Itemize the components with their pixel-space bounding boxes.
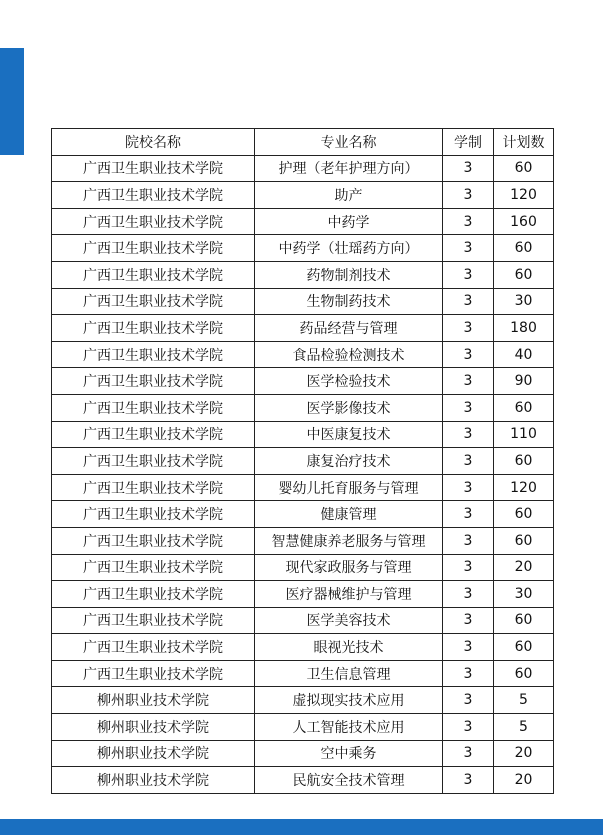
cell-plan-count: 180	[494, 315, 554, 342]
cell-school-name: 广西卫生职业技术学院	[52, 474, 255, 501]
table-row	[52, 634, 554, 661]
cell-plan-count: 60	[494, 527, 554, 554]
cell-school-name: 广西卫生职业技术学院	[52, 155, 255, 182]
table-row	[52, 448, 554, 475]
header-school-name: 院校名称	[52, 129, 255, 156]
cell-major-name: 智慧健康养老服务与管理	[255, 527, 443, 554]
cell-major-name: 眼视光技术	[255, 634, 443, 661]
cell-major-name: 生物制药技术	[255, 288, 443, 315]
cell-duration: 3	[443, 315, 494, 342]
cell-duration: 3	[443, 554, 494, 581]
cell-school-name: 柳州职业技术学院	[52, 687, 255, 714]
cell-major-name: 护理（老年护理方向）	[255, 155, 443, 182]
table-row	[52, 421, 554, 448]
cell-school-name: 广西卫生职业技术学院	[52, 288, 255, 315]
cell-duration: 3	[443, 714, 494, 741]
cell-plan-count: 20	[494, 767, 554, 794]
cell-duration: 3	[443, 607, 494, 634]
cell-plan-count: 160	[494, 208, 554, 235]
cell-plan-count: 60	[494, 607, 554, 634]
cell-duration: 3	[443, 527, 494, 554]
cell-plan-count: 60	[494, 261, 554, 288]
cell-major-name: 卫生信息管理	[255, 660, 443, 687]
cell-plan-count: 90	[494, 368, 554, 395]
cell-school-name: 广西卫生职业技术学院	[52, 394, 255, 421]
header-major-name: 专业名称	[255, 129, 443, 156]
cell-duration: 3	[443, 581, 494, 608]
table-row	[52, 474, 554, 501]
cell-school-name: 广西卫生职业技术学院	[52, 581, 255, 608]
cell-plan-count: 30	[494, 581, 554, 608]
cell-plan-count: 120	[494, 474, 554, 501]
table-row	[52, 554, 554, 581]
cell-duration: 3	[443, 182, 494, 209]
header-plan-count: 计划数	[494, 129, 554, 156]
table-row	[52, 288, 554, 315]
cell-plan-count: 60	[494, 634, 554, 661]
cell-duration: 3	[443, 448, 494, 475]
cell-major-name: 人工智能技术应用	[255, 714, 443, 741]
cell-school-name: 广西卫生职业技术学院	[52, 235, 255, 262]
cell-school-name: 广西卫生职业技术学院	[52, 421, 255, 448]
cell-major-name: 空中乘务	[255, 740, 443, 767]
table-row	[52, 394, 554, 421]
cell-plan-count: 60	[494, 660, 554, 687]
cell-plan-count: 60	[494, 394, 554, 421]
cell-school-name: 柳州职业技术学院	[52, 767, 255, 794]
cell-major-name: 医疗器械维护与管理	[255, 581, 443, 608]
cell-school-name: 柳州职业技术学院	[52, 740, 255, 767]
cell-plan-count: 30	[494, 288, 554, 315]
cell-major-name: 民航安全技术管理	[255, 767, 443, 794]
cell-major-name: 药品经营与管理	[255, 315, 443, 342]
cell-plan-count: 60	[494, 155, 554, 182]
cell-school-name: 广西卫生职业技术学院	[52, 527, 255, 554]
cell-school-name: 广西卫生职业技术学院	[52, 501, 255, 528]
table-row	[52, 501, 554, 528]
cell-duration: 3	[443, 288, 494, 315]
table-row	[52, 527, 554, 554]
table-row	[52, 261, 554, 288]
cell-duration: 3	[443, 341, 494, 368]
cell-school-name: 广西卫生职业技术学院	[52, 368, 255, 395]
cell-major-name: 康复治疗技术	[255, 448, 443, 475]
cell-plan-count: 60	[494, 501, 554, 528]
cell-major-name: 医学影像技术	[255, 394, 443, 421]
cell-school-name: 广西卫生职业技术学院	[52, 634, 255, 661]
table-row	[52, 660, 554, 687]
cell-major-name: 虚拟现实技术应用	[255, 687, 443, 714]
cell-plan-count: 20	[494, 740, 554, 767]
cell-school-name: 广西卫生职业技术学院	[52, 261, 255, 288]
enrollment-plan-table	[51, 128, 554, 794]
cell-school-name: 广西卫生职业技术学院	[52, 448, 255, 475]
cell-duration: 3	[443, 767, 494, 794]
cell-school-name: 广西卫生职业技术学院	[52, 208, 255, 235]
table-row	[52, 607, 554, 634]
cell-major-name: 健康管理	[255, 501, 443, 528]
cell-duration: 3	[443, 394, 494, 421]
cell-duration: 3	[443, 235, 494, 262]
bottom-accent-band	[0, 819, 603, 835]
cell-school-name: 广西卫生职业技术学院	[52, 660, 255, 687]
cell-plan-count: 110	[494, 421, 554, 448]
cell-major-name: 药物制剂技术	[255, 261, 443, 288]
side-accent-tab	[0, 48, 24, 155]
table-row	[52, 740, 554, 767]
cell-duration: 3	[443, 208, 494, 235]
cell-plan-count: 5	[494, 687, 554, 714]
cell-school-name: 广西卫生职业技术学院	[52, 607, 255, 634]
cell-major-name: 助产	[255, 182, 443, 209]
table-row	[52, 581, 554, 608]
cell-plan-count: 20	[494, 554, 554, 581]
cell-duration: 3	[443, 474, 494, 501]
cell-plan-count: 40	[494, 341, 554, 368]
cell-major-name: 医学美容技术	[255, 607, 443, 634]
cell-major-name: 食品检验检测技术	[255, 341, 443, 368]
table-row	[52, 315, 554, 342]
table-row	[52, 687, 554, 714]
cell-duration: 3	[443, 634, 494, 661]
cell-duration: 3	[443, 687, 494, 714]
cell-plan-count: 5	[494, 714, 554, 741]
cell-major-name: 中药学	[255, 208, 443, 235]
cell-school-name: 广西卫生职业技术学院	[52, 554, 255, 581]
cell-duration: 3	[443, 501, 494, 528]
cell-school-name: 柳州职业技术学院	[52, 714, 255, 741]
cell-major-name: 中药学（壮瑶药方向）	[255, 235, 443, 262]
table-body	[52, 155, 554, 793]
cell-duration: 3	[443, 155, 494, 182]
cell-major-name: 中医康复技术	[255, 421, 443, 448]
table-row	[52, 208, 554, 235]
table-row	[52, 155, 554, 182]
cell-plan-count: 60	[494, 235, 554, 262]
cell-plan-count: 60	[494, 448, 554, 475]
cell-duration: 3	[443, 660, 494, 687]
table-row	[52, 368, 554, 395]
cell-duration: 3	[443, 421, 494, 448]
cell-duration: 3	[443, 368, 494, 395]
table-row	[52, 341, 554, 368]
table-row	[52, 235, 554, 262]
cell-school-name: 广西卫生职业技术学院	[52, 182, 255, 209]
cell-major-name: 医学检验技术	[255, 368, 443, 395]
cell-school-name: 广西卫生职业技术学院	[52, 315, 255, 342]
cell-school-name: 广西卫生职业技术学院	[52, 341, 255, 368]
cell-plan-count: 120	[494, 182, 554, 209]
table-row	[52, 767, 554, 794]
table-header-row	[52, 129, 554, 156]
cell-major-name: 现代家政服务与管理	[255, 554, 443, 581]
cell-duration: 3	[443, 740, 494, 767]
table-row	[52, 182, 554, 209]
table-row	[52, 714, 554, 741]
cell-major-name: 婴幼儿托育服务与管理	[255, 474, 443, 501]
cell-duration: 3	[443, 261, 494, 288]
header-duration: 学制	[443, 129, 494, 156]
